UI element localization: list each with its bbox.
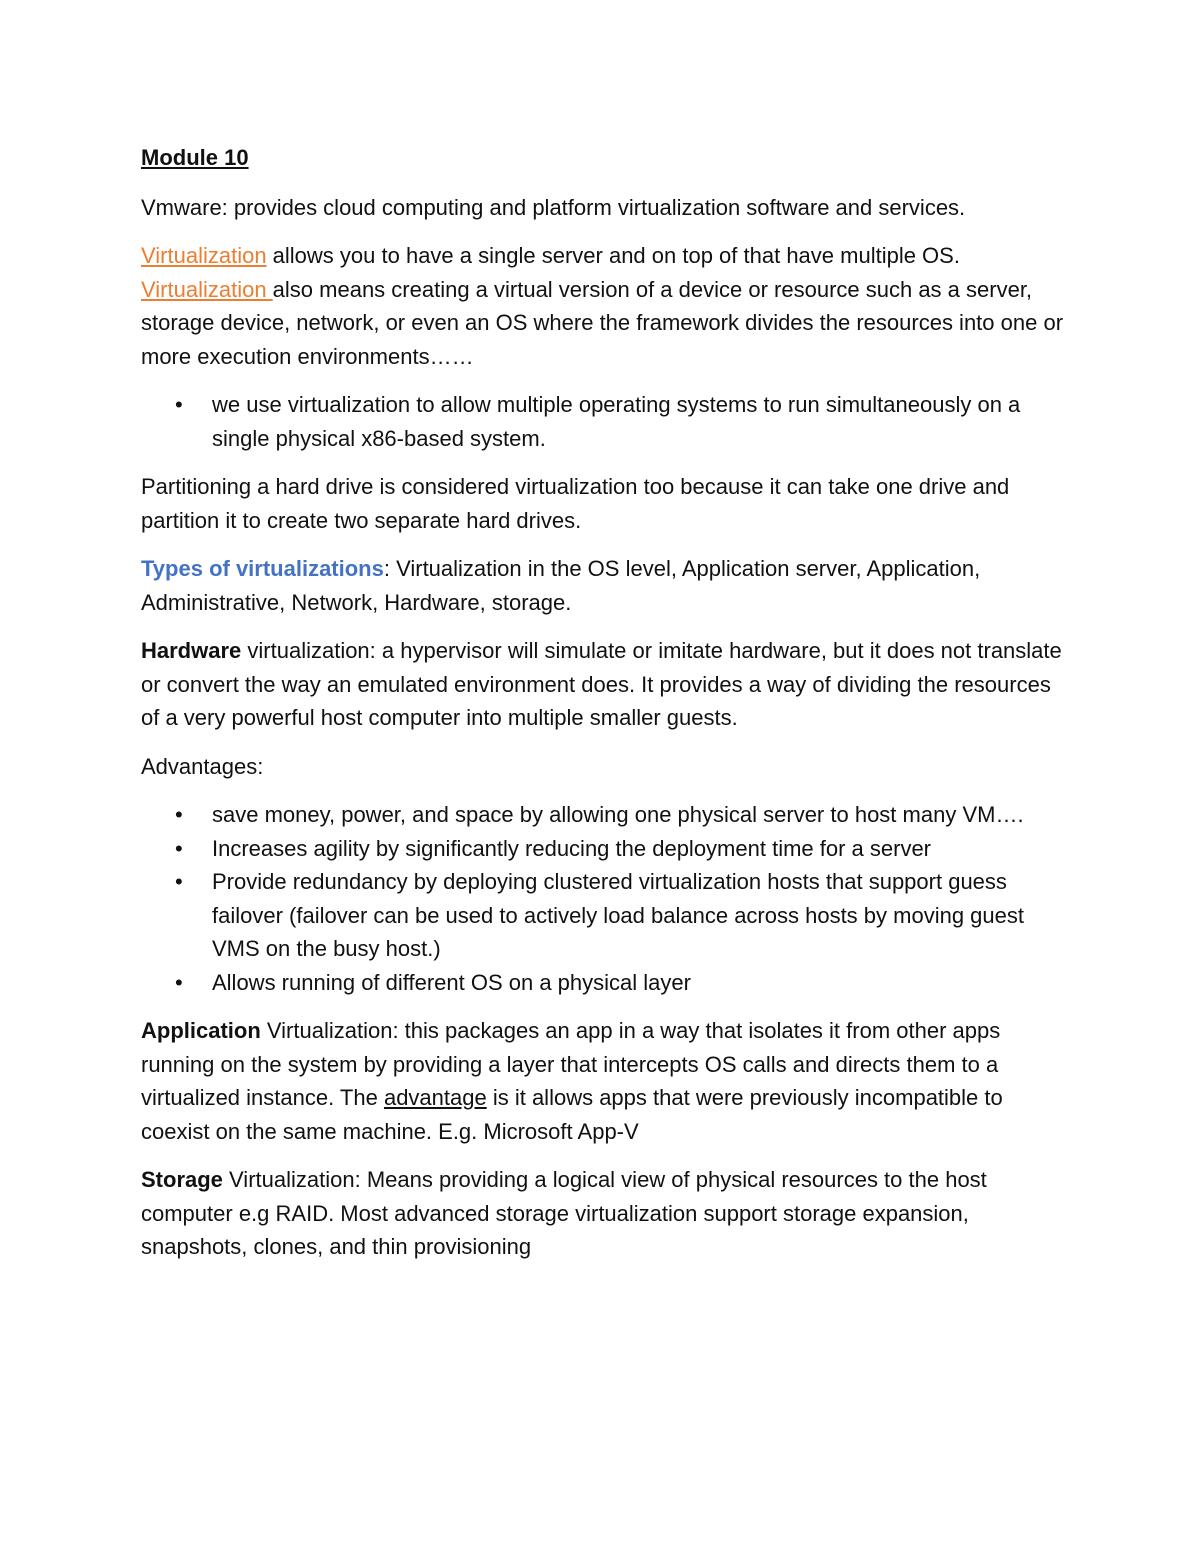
types-text: : Virtualization in the OS level, Application server, Application, Administrative, Network, Hardware, storage. xyxy=(141,556,981,615)
list-item xyxy=(175,388,1071,455)
list-item-text: Increases agility by significantly reducing the deployment time for a server xyxy=(212,835,932,861)
hardware-text: virtualization: a hypervisor will simulate or imitate hardware, but it does not translate or convert the way an emulated environment does. It provides a way of dividing the resources of a very powerful host computer into multiple smaller guests. xyxy=(141,638,1062,730)
bullet-icon: • xyxy=(175,869,183,894)
list-item-text: Provide redundancy by deploying clustered virtualization hosts that support guess failover (failover can be used to actively load balance across hosts by moving guest VMS on the busy host.) xyxy=(212,869,1024,961)
storage-paragraph xyxy=(141,1163,1071,1264)
list-item xyxy=(175,865,1071,966)
application-text-1: Virtualization: this packages an app in a way that isolates it from other apps running on the system by providing a layer that intercepts OS calls and directs them to a virtualized instance. The xyxy=(141,1018,1001,1110)
virtualization-paragraph xyxy=(141,239,1071,373)
storage-label: Storage xyxy=(141,1167,223,1192)
types-paragraph xyxy=(141,552,1071,619)
advantage-underlined: advantage xyxy=(383,1085,487,1110)
list-item-text: we use virtualization to allow multiple operating systems to run simultaneously on a single physical x86-based system. xyxy=(212,392,1021,451)
types-heading: Types of virtualizations xyxy=(141,556,384,581)
document-body xyxy=(141,141,1071,1279)
advantages-list xyxy=(141,798,1071,999)
list-item-text: Allows running of different OS on a physical layer xyxy=(212,969,691,995)
application-paragraph xyxy=(141,1014,1071,1148)
virtualization-link-1[interactable]: Virtualization xyxy=(141,243,267,268)
advantages-label: Advantages: xyxy=(141,753,264,779)
list-item-text: save money, power, and space by allowing one physical server to host many VM…. xyxy=(212,802,1024,827)
bullet-icon: • xyxy=(175,835,183,861)
bullet-icon: • xyxy=(175,802,183,827)
virtualization-link-2[interactable]: Virtualization xyxy=(141,276,273,302)
bullet-icon: • xyxy=(175,969,183,995)
list-item xyxy=(175,966,1071,1000)
bullet-icon: • xyxy=(175,392,183,417)
list-item xyxy=(175,832,1071,866)
virtualization-text-2: also means creating a virtual version of a device or resource such as a server, storage device, network, or even an OS where the framework divides the resources into one or more execution environments…… xyxy=(141,276,1064,369)
virtualization-bullet-list xyxy=(141,388,1071,455)
partitioning-paragraph: Partitioning a hard drive is considered virtualization too because it can take one drive and partition it to create two separate hard drives. xyxy=(141,474,1010,533)
hardware-paragraph xyxy=(141,634,1071,735)
document-title: Module 10 xyxy=(141,145,249,170)
application-label: Application xyxy=(141,1018,261,1043)
storage-text: Virtualization: Means providing a logical view of physical resources to the host computer e.g RAID. Most advanced storage virtualization support storage expansion, snapshots, clones, and thin provisioning xyxy=(141,1167,987,1259)
hardware-label: Hardware xyxy=(141,638,242,663)
list-item xyxy=(175,798,1071,832)
vmware-paragraph: Vmware: provides cloud computing and platform virtualization software and services. xyxy=(141,194,966,220)
application-text-2: is it allows apps that were previously incompatible to coexist on the same machine. E.g. Microsoft App-V xyxy=(141,1085,1003,1144)
virtualization-text-1: allows you to have a single server and on top of that have multiple OS. xyxy=(266,243,960,268)
